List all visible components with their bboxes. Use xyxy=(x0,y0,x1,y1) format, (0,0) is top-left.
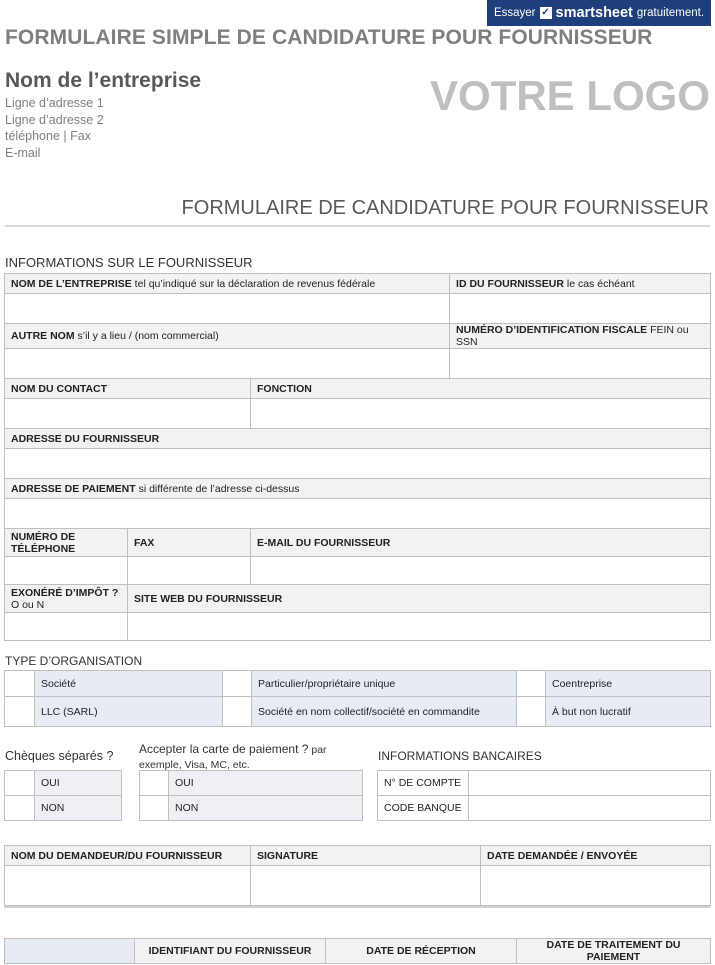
card-yes-label: OUI xyxy=(169,771,363,796)
banner-pre: Essayer xyxy=(493,7,536,19)
checks-yes-checkbox[interactable] xyxy=(5,771,35,796)
org-option-label: LLC (SARL) xyxy=(35,697,223,727)
divider xyxy=(4,906,710,908)
received-date-label: DATE DE RÉCEPTION xyxy=(326,939,517,964)
phone-fax: téléphone | Fax xyxy=(5,129,91,143)
logo-placeholder: VOTRE LOGO xyxy=(429,72,710,119)
requester-name-field[interactable] xyxy=(5,866,251,906)
supplier-identifier-label: IDENTIFIANT DU FOURNISSEUR xyxy=(135,939,326,964)
payment-address-field[interactable] xyxy=(5,499,711,529)
card-no-checkbox[interactable] xyxy=(140,796,169,821)
checks-no-label: NON xyxy=(35,796,122,821)
supplier-address-label: ADRESSE DU FOURNISSEUR xyxy=(5,429,711,449)
org-checkbox-partnership[interactable] xyxy=(223,697,252,727)
checks-no-checkbox[interactable] xyxy=(5,796,35,821)
contact-name-label: NOM DU CONTACT xyxy=(5,379,251,399)
other-name-label: AUTRE NOM s’il y a lieu / (nom commercial) xyxy=(5,324,450,349)
signature-label: SIGNATURE xyxy=(251,846,481,866)
org-checkbox-llc[interactable] xyxy=(5,697,35,727)
supplier-address-field[interactable] xyxy=(5,449,711,479)
contact-name-field[interactable] xyxy=(5,399,251,429)
website-label: SITE WEB DU FOURNISSEUR xyxy=(128,585,711,613)
address-line-1: Ligne d’adresse 1 xyxy=(5,96,104,110)
company-name: Nom de l’entreprise xyxy=(5,69,202,92)
function-field[interactable] xyxy=(251,399,711,429)
form-title: FORMULAIRE DE CANDIDATURE POUR FOURNISSEUR xyxy=(181,197,709,219)
address-line-2: Ligne d’adresse 2 xyxy=(5,113,104,127)
org-type-heading: TYPE D’ORGANISATION xyxy=(5,654,143,668)
divider xyxy=(5,225,710,227)
page-title: FORMULAIRE SIMPLE DE CANDIDATURE POUR FOURNISSEUR xyxy=(5,26,653,49)
card-payment-label: Accepter la carte de paiement ? par exemple, Visa, MC, etc. xyxy=(139,742,327,771)
banner-brand: smartsheet xyxy=(555,5,633,21)
website-field[interactable] xyxy=(128,613,711,641)
card-table xyxy=(139,770,363,821)
tax-exempt-label: EXONÉRÉ D’IMPÔT ? O ou N xyxy=(5,585,128,613)
function-label: FONCTION xyxy=(251,379,711,399)
separate-checks-label: Chèques séparés ? xyxy=(5,749,114,763)
org-checkbox-nonprofit[interactable] xyxy=(517,697,546,727)
supplier-id-field[interactable] xyxy=(450,294,711,324)
org-type-table xyxy=(4,670,711,727)
org-option-label: À but non lucratif xyxy=(546,697,711,727)
org-option-label: Société en nom collectif/société en commandite xyxy=(252,697,517,727)
org-checkbox-societe[interactable] xyxy=(5,671,35,697)
phone-field[interactable] xyxy=(5,557,128,585)
requester-name-label: NOM DU DEMANDEUR/DU FOURNISSEUR xyxy=(5,846,251,866)
other-name-field[interactable] xyxy=(5,349,450,379)
supplier-email-field[interactable] xyxy=(251,557,711,585)
supplier-id-label: ID DU FOURNISSEUR le cas échéant xyxy=(450,274,711,294)
payment-address-label: ADRESSE DE PAIEMENT si différente de l’adresse ci-dessus xyxy=(5,479,711,499)
date-sent-field[interactable] xyxy=(481,866,711,906)
signature-field[interactable] xyxy=(251,866,481,906)
org-option-label: Coentreprise xyxy=(546,671,711,697)
bank-code-label: CODE BANQUE xyxy=(378,796,469,821)
tax-exempt-field[interactable] xyxy=(5,613,128,641)
company-name-field[interactable] xyxy=(5,294,450,324)
smartsheet-banner[interactable] xyxy=(487,0,711,26)
email-line: E-mail xyxy=(5,146,41,160)
fax-field[interactable] xyxy=(128,557,251,585)
org-option-label: Société xyxy=(35,671,223,697)
checks-yes-label: OUI xyxy=(35,771,122,796)
bank-code-field[interactable] xyxy=(469,796,711,821)
fax-label: FAX xyxy=(128,529,251,557)
tax-id-label: NUMÉRO D’IDENTIFICATION FISCALE FEIN ou SSN xyxy=(450,324,711,349)
account-number-label: N° DE COMPTE xyxy=(378,771,469,796)
supplier-email-label: E-MAIL DU FOURNISSEUR xyxy=(251,529,711,557)
date-sent-label: DATE DEMANDÉE / ENVOYÉE xyxy=(481,846,711,866)
supplier-info-table xyxy=(4,273,711,641)
card-no-label: NON xyxy=(169,796,363,821)
checkmark-icon: ✓ xyxy=(541,7,550,18)
tax-id-field[interactable] xyxy=(450,349,711,379)
payment-processing-date-label: DATE DE TRAITEMENT DU PAIEMENT xyxy=(517,939,711,964)
banner-post: gratuitement. xyxy=(636,7,705,19)
account-number-field[interactable] xyxy=(469,771,711,796)
checks-table xyxy=(4,770,122,821)
office-use-table xyxy=(4,938,711,964)
org-option-label: Particulier/propriétaire unique xyxy=(252,671,517,697)
office-use-spacer xyxy=(5,939,135,964)
card-yes-checkbox[interactable] xyxy=(140,771,169,796)
org-checkbox-joint-venture[interactable] xyxy=(517,671,546,697)
company-name-label: NOM DE L’ENTREPRISE tel qu’indiqué sur la déclaration de revenus fédérale xyxy=(5,274,450,294)
supplier-info-heading: INFORMATIONS SUR LE FOURNISSEUR xyxy=(5,255,253,270)
phone-label: NUMÉRO DE TÉLÉPHONE xyxy=(5,529,128,557)
org-checkbox-individual[interactable] xyxy=(223,671,252,697)
bank-table xyxy=(377,770,711,821)
signature-table xyxy=(4,845,711,906)
bank-info-heading: INFORMATIONS BANCAIRES xyxy=(378,749,542,763)
